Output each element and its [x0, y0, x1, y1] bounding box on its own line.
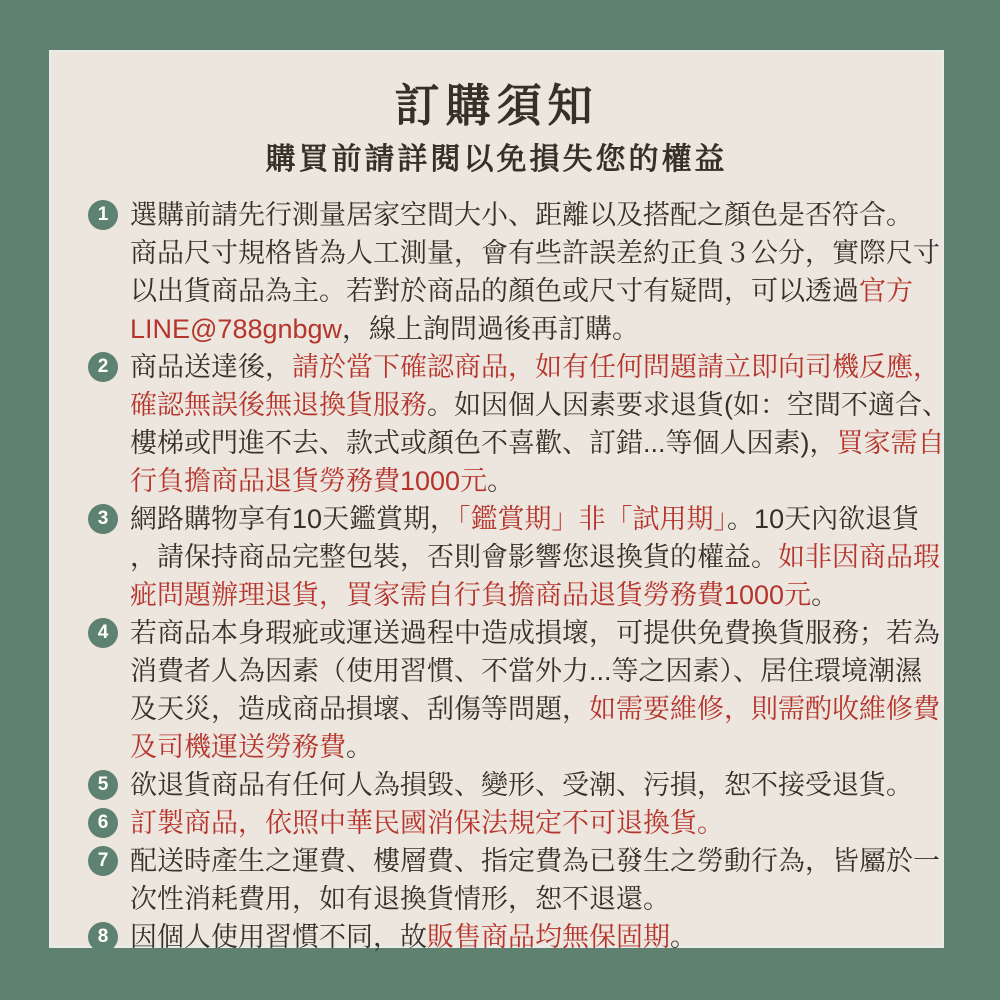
- body-text: 欲退貨商品有任何人為損毀、變形、受潮、污損，恕不接受退貨。: [130, 770, 913, 800]
- notice-item: [88, 196, 940, 348]
- notice-line: [130, 576, 940, 614]
- body-text: 網路購物享有10天鑑賞期，: [130, 504, 458, 534]
- highlight-red-text: 買家需自: [836, 428, 945, 458]
- item-number-badge: 7: [88, 846, 118, 876]
- item-text: [130, 614, 940, 766]
- item-text: [130, 500, 940, 614]
- notice-line: [130, 462, 949, 500]
- highlight-red-text: 訂製商品，依照中華民國消保法規定不可退換貨。: [130, 808, 724, 838]
- item-number-badge: 5: [88, 770, 118, 800]
- item-text: [130, 918, 697, 956]
- body-text: 消費者人為因素（使用習慣、不當外力...等之因素）、居住環境潮濕: [130, 656, 923, 686]
- highlight-red-text: 及司機運送勞務費: [130, 732, 346, 762]
- body-text: 樓梯或門進不去、款式或顏色不喜歡、訂錯...等個人因素)，: [130, 428, 837, 458]
- highlight-red-text: 「鑑賞期」非「試用期」: [457, 504, 728, 534]
- body-text: 。如因個人因素要求退貨(如：空間不適合、: [427, 390, 949, 420]
- highlight-red-text: 如需要維修，則需酌收維修費: [589, 694, 940, 724]
- notice-line: [130, 614, 940, 652]
- notice-item: [88, 804, 918, 842]
- notice-line: [130, 728, 940, 766]
- body-text: 。: [487, 466, 515, 496]
- notice-item: [88, 348, 949, 500]
- page-title: 訂購須知: [394, 80, 599, 131]
- body-text: 及天災，造成商品損壞、刮傷等問題，: [130, 694, 589, 724]
- notice-line: [130, 690, 940, 728]
- notice-item: [88, 918, 918, 956]
- body-text: 次性消耗費用，如有退換貨情形，恕不退還。: [130, 884, 670, 914]
- highlight-red-text: 疵問題辦理退貨，買家需自行負擔商品退貨勞務費1000元: [130, 580, 812, 610]
- highlight-red-text: 行負擔商品退貨勞務費1000元: [130, 466, 488, 496]
- highlight-red-text: 官方: [859, 276, 913, 306]
- item-number-badge: 1: [88, 200, 118, 230]
- notice-line: [130, 538, 940, 576]
- body-text: 配送時產生之運費、樓層費、指定費為已發生之勞動行為，皆屬於一: [130, 846, 940, 876]
- notice-item: [88, 842, 940, 918]
- notice-line: [130, 918, 697, 956]
- notice-line: [130, 880, 940, 918]
- highlight-red-text: 請於當下確認商品，如有任何問題請立即向司機反應，: [292, 352, 940, 382]
- notice-line: [130, 272, 940, 310]
- item-number-badge: 3: [88, 504, 118, 534]
- notice-line: [130, 196, 940, 234]
- item-text: [130, 842, 940, 918]
- body-text: 。: [670, 922, 697, 952]
- item-text: [130, 196, 940, 348]
- body-text: ，請保持商品完整包裝，否則會影響您退換貨的權益。: [130, 542, 778, 572]
- item-text: [130, 348, 949, 500]
- body-text: 選購前請先行測量居家空間大小、距離以及搭配之顏色是否符合。: [130, 200, 913, 230]
- notice-line: [130, 500, 940, 538]
- item-text: [130, 804, 724, 842]
- notice-list: [88, 196, 949, 956]
- body-text: 。: [811, 580, 839, 610]
- notice-line: [130, 386, 949, 424]
- body-text: 若商品本身瑕疵或運送過程中造成損壞，可提供免費換貨服務；若為: [130, 618, 940, 648]
- body-text: 商品尺寸規格皆為人工測量，會有些許誤差約正負３公分，實際尺寸: [130, 238, 940, 268]
- notice-item: [88, 766, 918, 804]
- notice-line: [130, 766, 913, 804]
- body-text: 商品送達後，: [130, 352, 292, 382]
- notice-item: [88, 614, 940, 766]
- notice-line: [130, 652, 940, 690]
- body-text: ，線上詢問過後再訂購。: [342, 314, 640, 344]
- body-text: 因個人使用習慣不同，故: [130, 922, 427, 952]
- notice-line: [130, 310, 940, 348]
- item-text: [130, 766, 913, 804]
- body-text: 以出貨商品為主。若對於商品的顏色或尺寸有疑問，可以透過: [130, 276, 859, 306]
- notice-line: [130, 804, 724, 842]
- highlight-red-text: 販售商品均無保固期: [427, 922, 670, 952]
- highlight-red-text: 確認無誤後無退換貨服務: [130, 390, 427, 420]
- notice-line: [130, 234, 940, 272]
- body-text: 。: [346, 732, 373, 762]
- page-subtitle: 購買前請詳閱以免損失您的權益: [265, 143, 728, 176]
- highlight-red-text: LINE@788gnbgw: [130, 314, 343, 344]
- body-text: 。10天內欲退貨: [727, 504, 920, 534]
- highlight-red-text: 如非因商品瑕: [778, 542, 940, 572]
- notice-line: [130, 424, 949, 462]
- item-number-badge: 4: [88, 618, 118, 648]
- notice-panel: [51, 52, 949, 952]
- notice-item: [88, 500, 940, 614]
- item-number-badge: 6: [88, 808, 118, 838]
- item-number-badge: 8: [88, 922, 118, 952]
- notice-line: [130, 348, 949, 386]
- notice-line: [130, 842, 940, 880]
- item-number-badge: 2: [88, 352, 118, 382]
